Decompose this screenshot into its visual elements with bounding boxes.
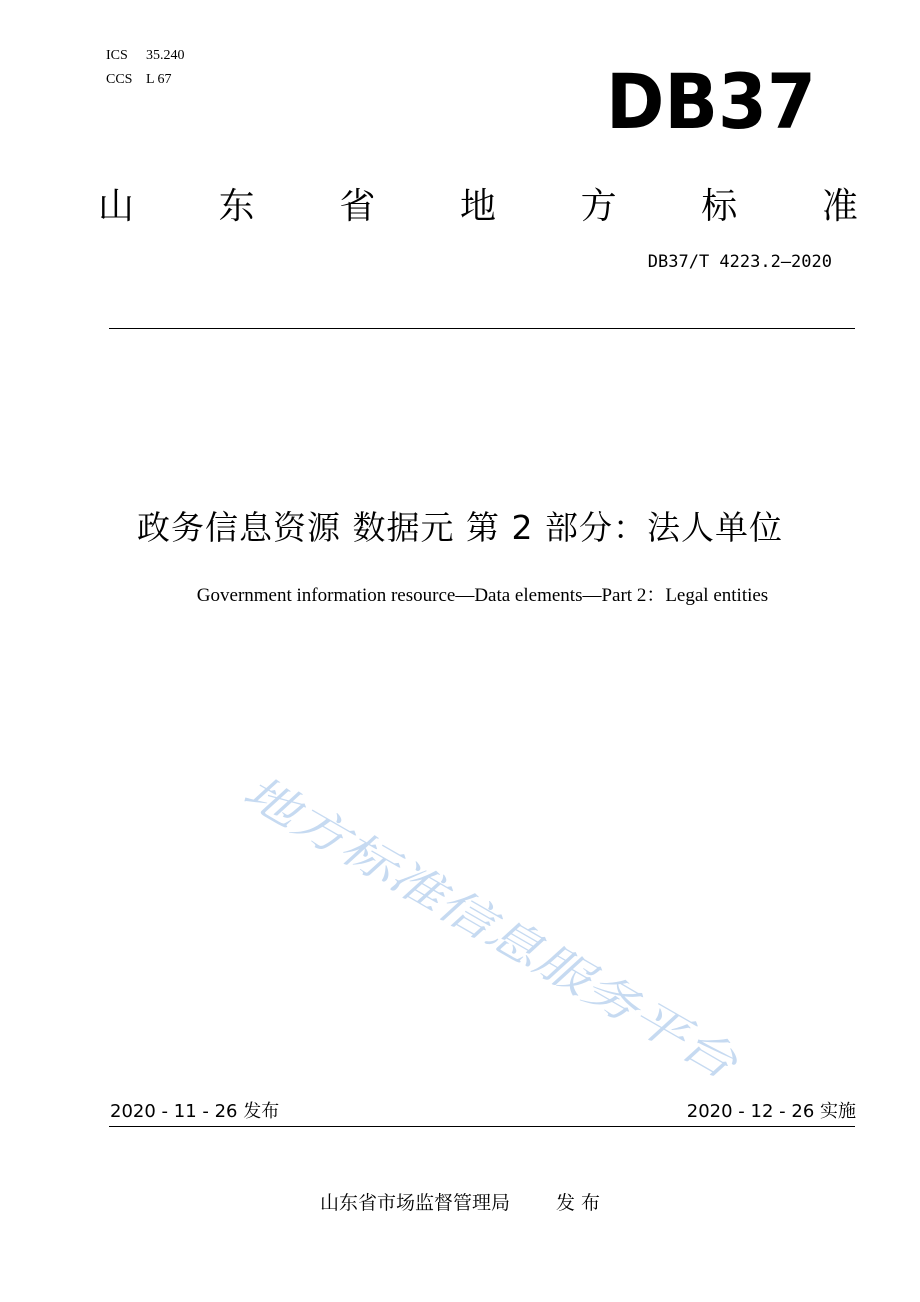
watermark — [220, 760, 780, 1090]
implement-date: 2020 - 12 - 26 实施 — [686, 1101, 856, 1122]
issuer-action: 发 布 — [555, 1192, 601, 1214]
header-rule — [109, 328, 855, 329]
watermark-text: 地方标准信息服务平台 — [234, 765, 642, 1030]
standard-type-char: 东 — [218, 186, 255, 227]
standard-type-char: 准 — [821, 186, 858, 227]
issuer-name: 山东省市场监督管理局 — [319, 1192, 510, 1214]
standard-type-char: 地 — [459, 186, 496, 227]
standard-code: DB37/T 4223.2—2020 — [647, 252, 832, 272]
publish-date: 2020 - 11 - 26 发布 — [110, 1101, 280, 1122]
ics-row — [106, 44, 185, 68]
issuer-line — [0, 1188, 920, 1215]
standard-type-char: 标 — [701, 186, 738, 227]
logo-text: DB37 — [606, 64, 816, 136]
standard-type-char: 方 — [580, 186, 617, 227]
standard-type-char: 省 — [339, 186, 376, 227]
chinese-title: 政务信息资源 数据元 第 2 部分：法人单位 — [137, 508, 783, 547]
english-title: Government information resource—Data elements—Part 2：Legal entities — [196, 585, 769, 606]
ccs-label: CCS — [106, 72, 133, 87]
db37-logo — [606, 64, 818, 136]
standard-type-title — [98, 178, 858, 229]
footer-rule — [109, 1126, 855, 1127]
ccs-value: L 67 — [146, 72, 172, 87]
standard-type-char: 山 — [98, 186, 135, 227]
classification-codes — [106, 44, 185, 92]
ccs-row — [106, 68, 185, 92]
ics-value: 35.240 — [146, 48, 185, 63]
ics-label: ICS — [106, 48, 128, 63]
